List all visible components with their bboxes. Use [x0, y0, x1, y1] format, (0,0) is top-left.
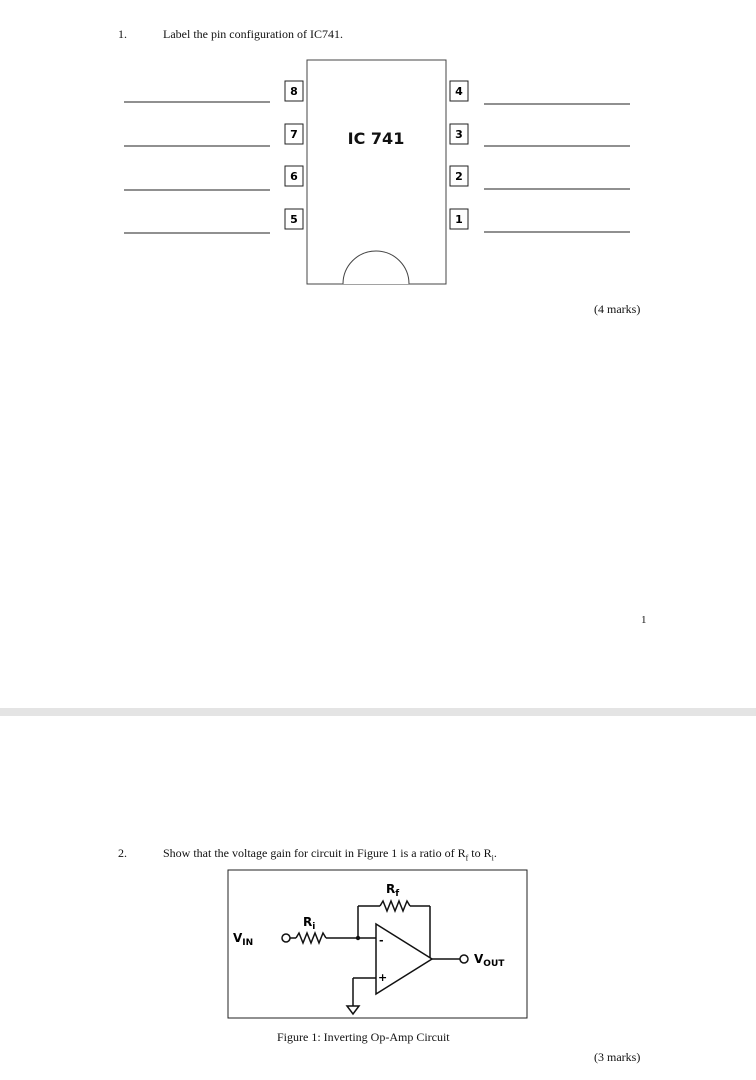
question-1-number: 1.	[118, 27, 127, 41]
pin-5	[285, 209, 303, 229]
vout-terminal	[460, 955, 468, 963]
question-2-number: 2.	[118, 846, 127, 860]
inverting-opamp-circuit	[0, 716, 756, 1080]
pin-1	[450, 209, 468, 229]
page-separator	[0, 708, 756, 716]
page-number: 1	[641, 614, 647, 626]
pin-label-3: 3	[455, 128, 463, 141]
ri-subscript: i	[491, 853, 494, 863]
pin-3	[450, 124, 468, 144]
pin-label-8: 8	[290, 85, 298, 98]
pin-label-5: 5	[290, 213, 298, 226]
question-2-text-end: .	[493, 846, 497, 860]
ri-label: $R_i$	[303, 915, 316, 932]
pin-label-7: 7	[290, 128, 298, 141]
question-1-marks: (4 marks)	[594, 302, 641, 316]
chip-label: IC 741	[347, 129, 405, 148]
vin-label: $V_{IN}$	[233, 931, 254, 948]
inverting-input-sign: -	[379, 934, 384, 947]
figure-caption: Figure 1: Inverting Op-Amp Circuit	[277, 1030, 450, 1044]
question-2-text-mid: to R	[468, 846, 492, 860]
pin-6	[285, 166, 303, 186]
pin-label-6: 6	[290, 170, 298, 183]
pin-label-4: 4	[455, 85, 463, 98]
pin-label-1: 1	[455, 213, 463, 226]
pin-4	[450, 81, 468, 101]
pin-2	[450, 166, 468, 186]
page-2	[0, 716, 756, 1080]
pin-label-2: 2	[455, 170, 463, 183]
question-2-text-prefix: Show that the voltage gain for circuit in Figure 1 is a ratio of R	[163, 846, 466, 860]
pin-8	[285, 81, 303, 101]
question-1-text: Label the pin configuration of IC741.	[163, 27, 343, 41]
vin-terminal	[282, 934, 290, 942]
ic741-pin-diagram	[0, 0, 756, 300]
vout-label: $V_{OUT}$	[474, 952, 505, 969]
noninverting-input-sign: +	[378, 971, 388, 984]
question-2-marks: (3 marks)	[594, 1050, 641, 1064]
pin-7	[285, 124, 303, 144]
ic-chip-body	[307, 60, 446, 284]
rf-subscript: f	[465, 853, 469, 863]
rf-label: $R_f$	[386, 882, 400, 899]
